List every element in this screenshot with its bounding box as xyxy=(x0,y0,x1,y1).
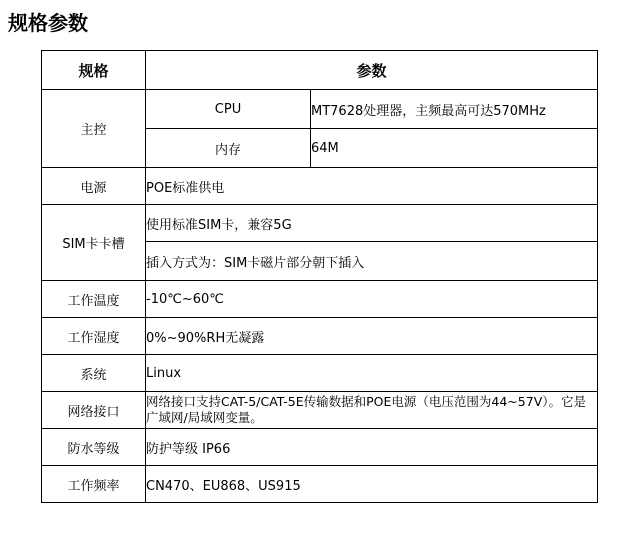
row-label-frequency: 工作频率 xyxy=(42,466,146,503)
row-label-main-control: 主控 xyxy=(42,90,146,168)
value-cpu: MT7628处理器，主频最高可达570MHz xyxy=(311,90,598,129)
header-params: 参数 xyxy=(146,51,598,90)
value-memory: 64M xyxy=(311,129,598,168)
value-network: 网络接口支持CAT-5/CAT-5E传输数据和POE电源（电压范围为44~57V）。它是广域网/局域网变量。 xyxy=(146,392,598,429)
row-label-work-temp: 工作温度 xyxy=(42,281,146,318)
table-row xyxy=(42,168,598,205)
table-row xyxy=(42,392,598,429)
value-waterproof: 防护等级 IP66 xyxy=(146,429,598,466)
row-label-network: 网络接口 xyxy=(42,392,146,429)
header-row xyxy=(42,51,598,90)
row-label-system: 系统 xyxy=(42,355,146,392)
value-frequency: CN470、EU868、US915 xyxy=(146,466,598,503)
value-sim-2: 插入方式为：SIM卡磁片部分朝下插入 xyxy=(146,242,598,281)
sub-label-memory: 内存 xyxy=(146,129,311,168)
value-work-humidity: 0%~90%RH无凝露 xyxy=(146,318,598,355)
table-row xyxy=(42,466,598,503)
value-sim-1: 使用标准SIM卡，兼容5G xyxy=(146,205,598,242)
table-row xyxy=(42,318,598,355)
row-label-waterproof: 防水等级 xyxy=(42,429,146,466)
row-label-power: 电源 xyxy=(42,168,146,205)
header-spec: 规格 xyxy=(42,51,146,90)
spec-table xyxy=(41,50,598,503)
table-row xyxy=(42,429,598,466)
page-title: 规格参数 xyxy=(8,11,88,35)
row-label-work-humidity: 工作湿度 xyxy=(42,318,146,355)
value-system: Linux xyxy=(146,355,598,392)
sub-label-cpu: CPU xyxy=(146,90,311,129)
table-row xyxy=(42,281,598,318)
table-row xyxy=(42,355,598,392)
table-row xyxy=(42,205,598,242)
table-row xyxy=(42,90,598,129)
value-work-temp: -10℃~60℃ xyxy=(146,281,598,318)
value-power: POE标准供电 xyxy=(146,168,598,205)
row-label-sim: SIM卡卡槽 xyxy=(42,205,146,281)
